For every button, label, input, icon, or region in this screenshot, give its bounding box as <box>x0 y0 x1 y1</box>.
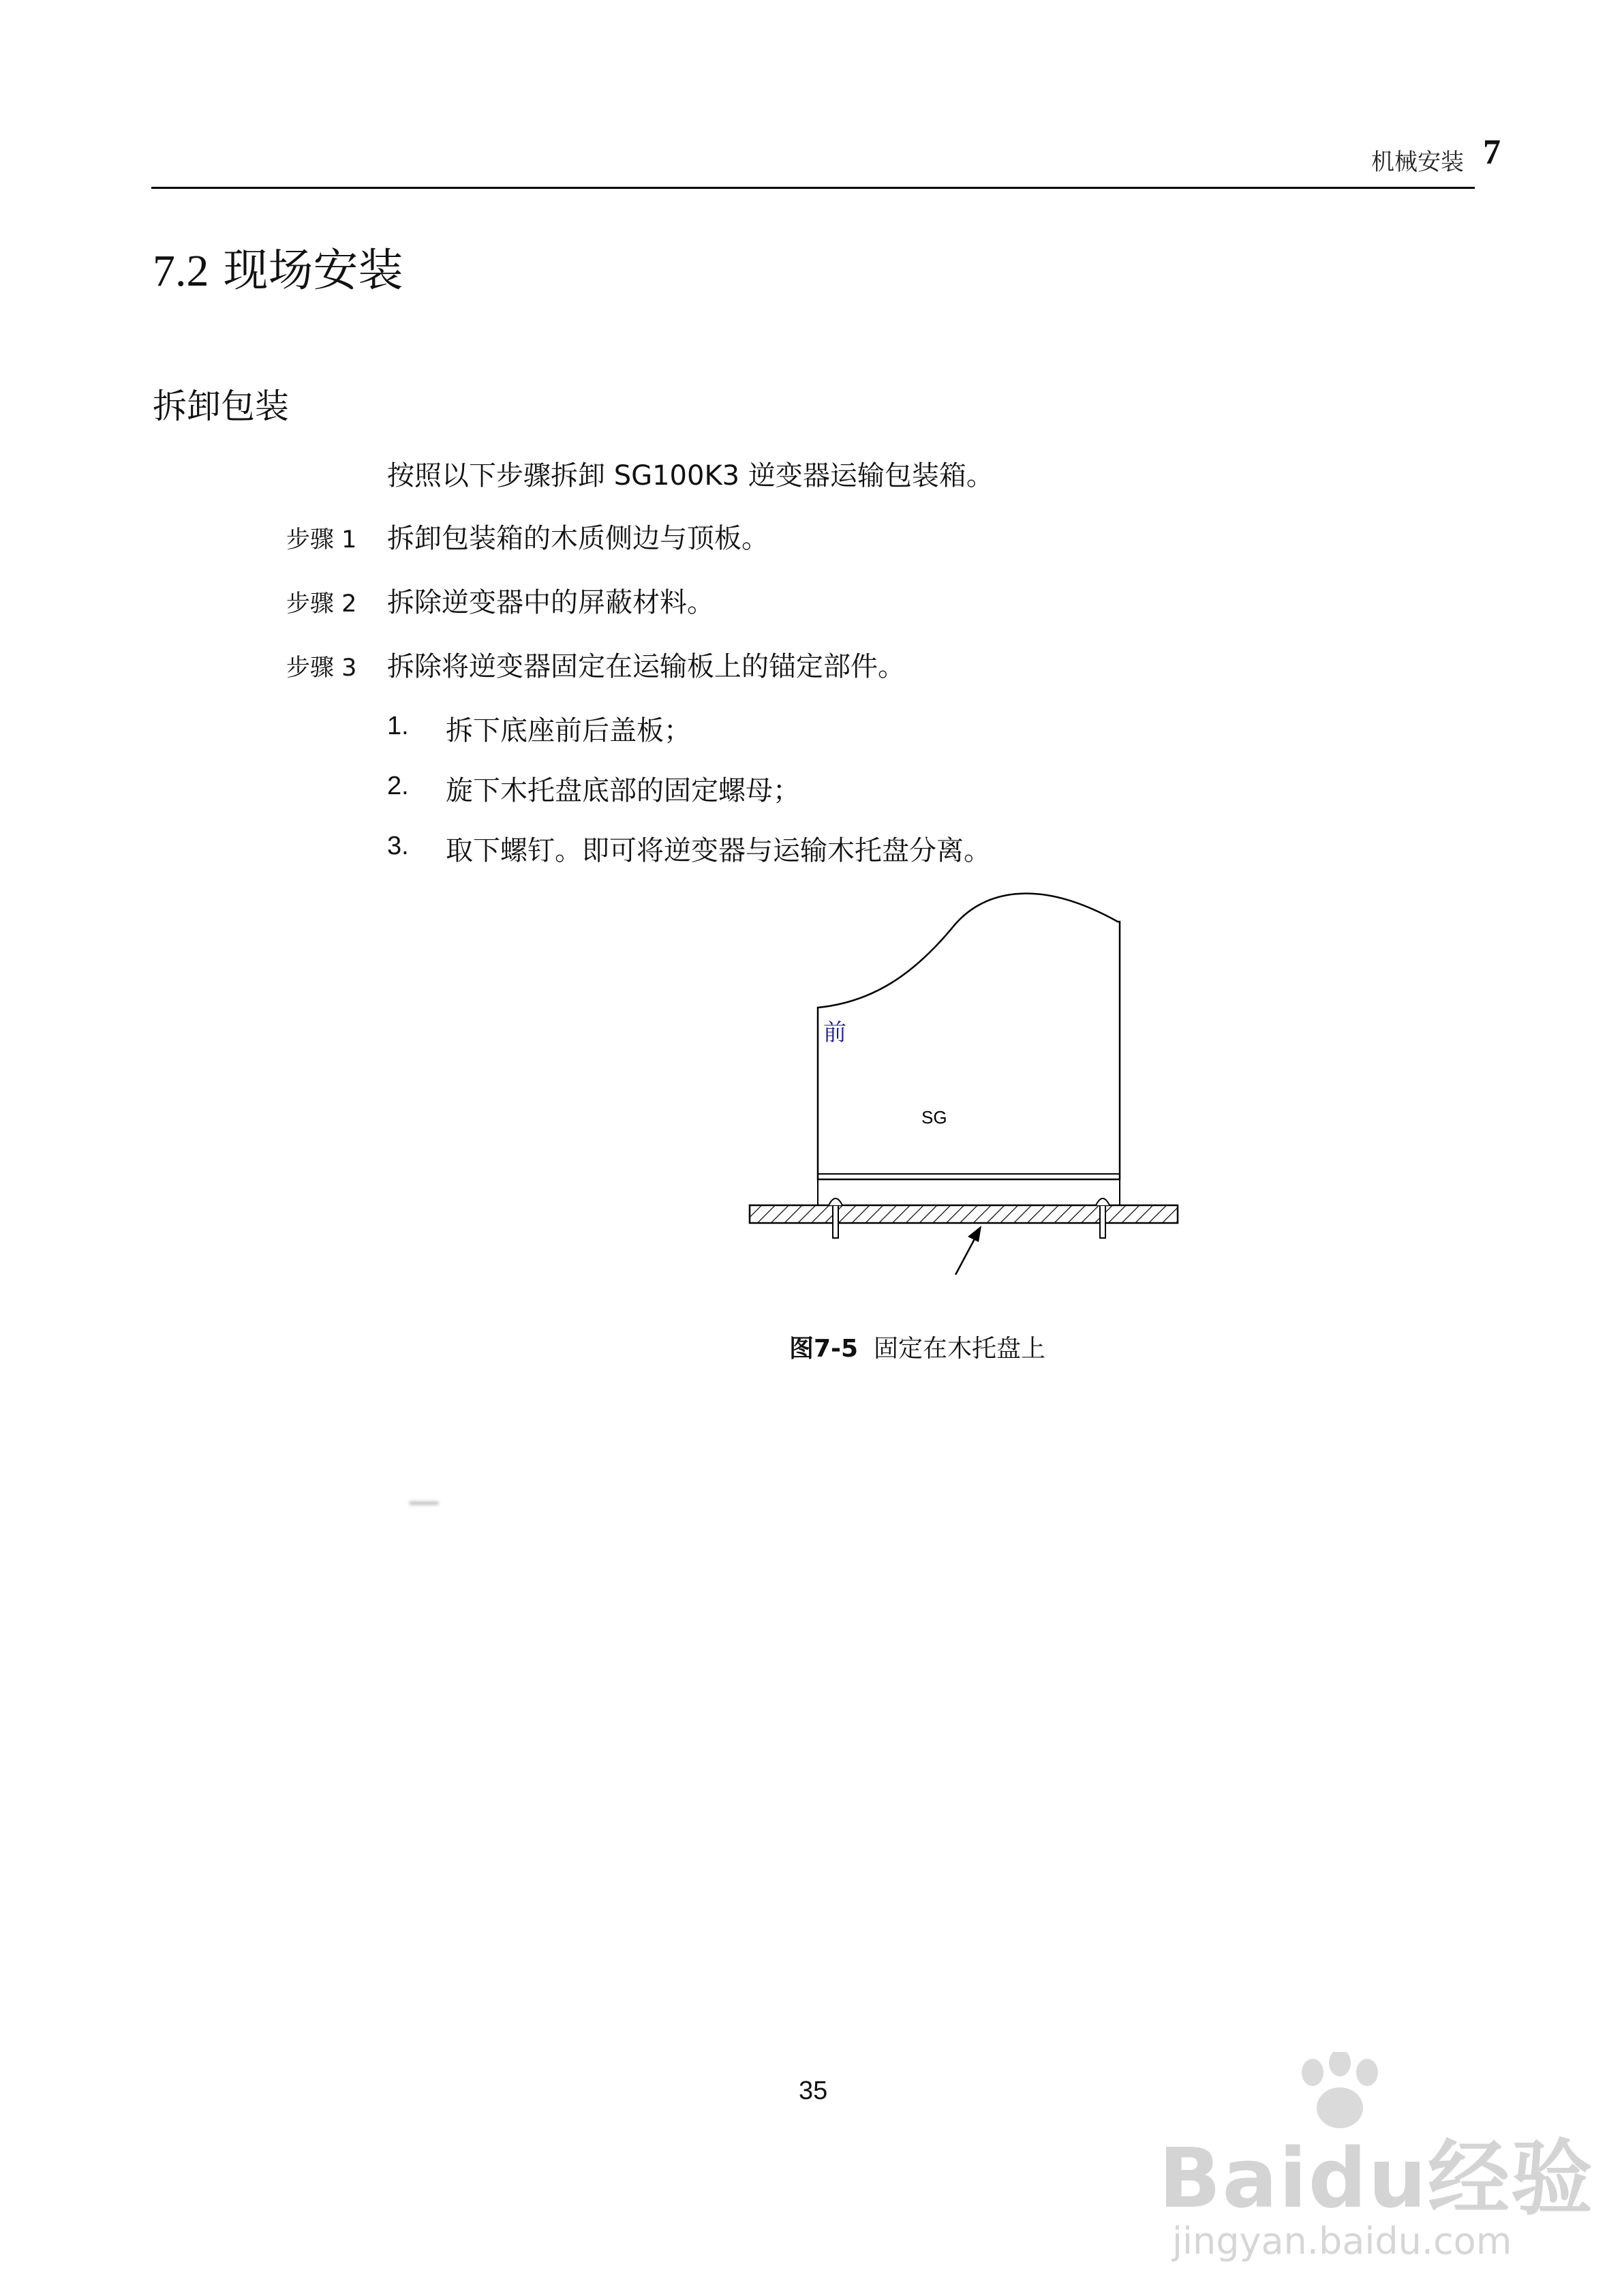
step-label: 步骤 1 <box>286 526 357 554</box>
pallet-diagram <box>736 879 1186 1275</box>
watermark <box>1159 2052 1594 2277</box>
watermark-url: jingyan.baidu.com <box>1172 2220 1512 2263</box>
section-title <box>153 234 403 299</box>
section-title-text: 现场安装 <box>223 244 403 297</box>
substep-number: 3. <box>387 832 409 860</box>
device-label: SG <box>921 1107 947 1128</box>
pointer-arrowhead <box>968 1226 981 1242</box>
intro-paragraph: 按照以下步骤拆卸 SG100K3 逆变器运输包装箱。 <box>387 460 994 492</box>
front-label: 前 <box>823 1019 846 1046</box>
figure-caption <box>789 1329 1045 1364</box>
step-text: 拆除将逆变器固定在运输板上的锚定部件。 <box>387 651 905 682</box>
page-number: 35 <box>799 2076 828 2105</box>
substep-text: 取下螺钉。即可将逆变器与运输木托盘分离。 <box>446 835 991 866</box>
step-text: 拆除逆变器中的屏蔽材料。 <box>387 587 714 618</box>
wooden-pallet <box>750 1205 1178 1223</box>
substep-number: 1. <box>387 712 409 740</box>
subsection-title: 拆卸包装 <box>153 387 289 426</box>
header-chapter-number: 7 <box>1483 133 1501 172</box>
pallet-figure <box>736 879 1186 1275</box>
step-label: 步骤 3 <box>286 654 357 682</box>
substep-text: 拆下底座前后盖板； <box>446 715 691 746</box>
substep-text: 旋下木托盘底部的固定螺母； <box>446 775 800 806</box>
pointer-arrow-line <box>955 1234 977 1275</box>
substep-number: 2. <box>387 772 409 800</box>
header-chapter-title: 机械安装 <box>1371 149 1464 176</box>
step-label: 步骤 2 <box>286 590 357 618</box>
step-text: 拆卸包装箱的木质侧边与顶板。 <box>387 523 769 554</box>
header-rule <box>151 187 1475 189</box>
inverter-outline <box>818 894 1120 1179</box>
scan-smudge <box>409 1501 439 1505</box>
watermark-brand: Baidu经验 <box>1159 2132 1594 2226</box>
section-number: 7.2 <box>153 246 209 296</box>
figure-caption-label: 图7-5 <box>789 1335 859 1363</box>
figure-caption-text: 固定在木托盘上 <box>873 1335 1045 1363</box>
